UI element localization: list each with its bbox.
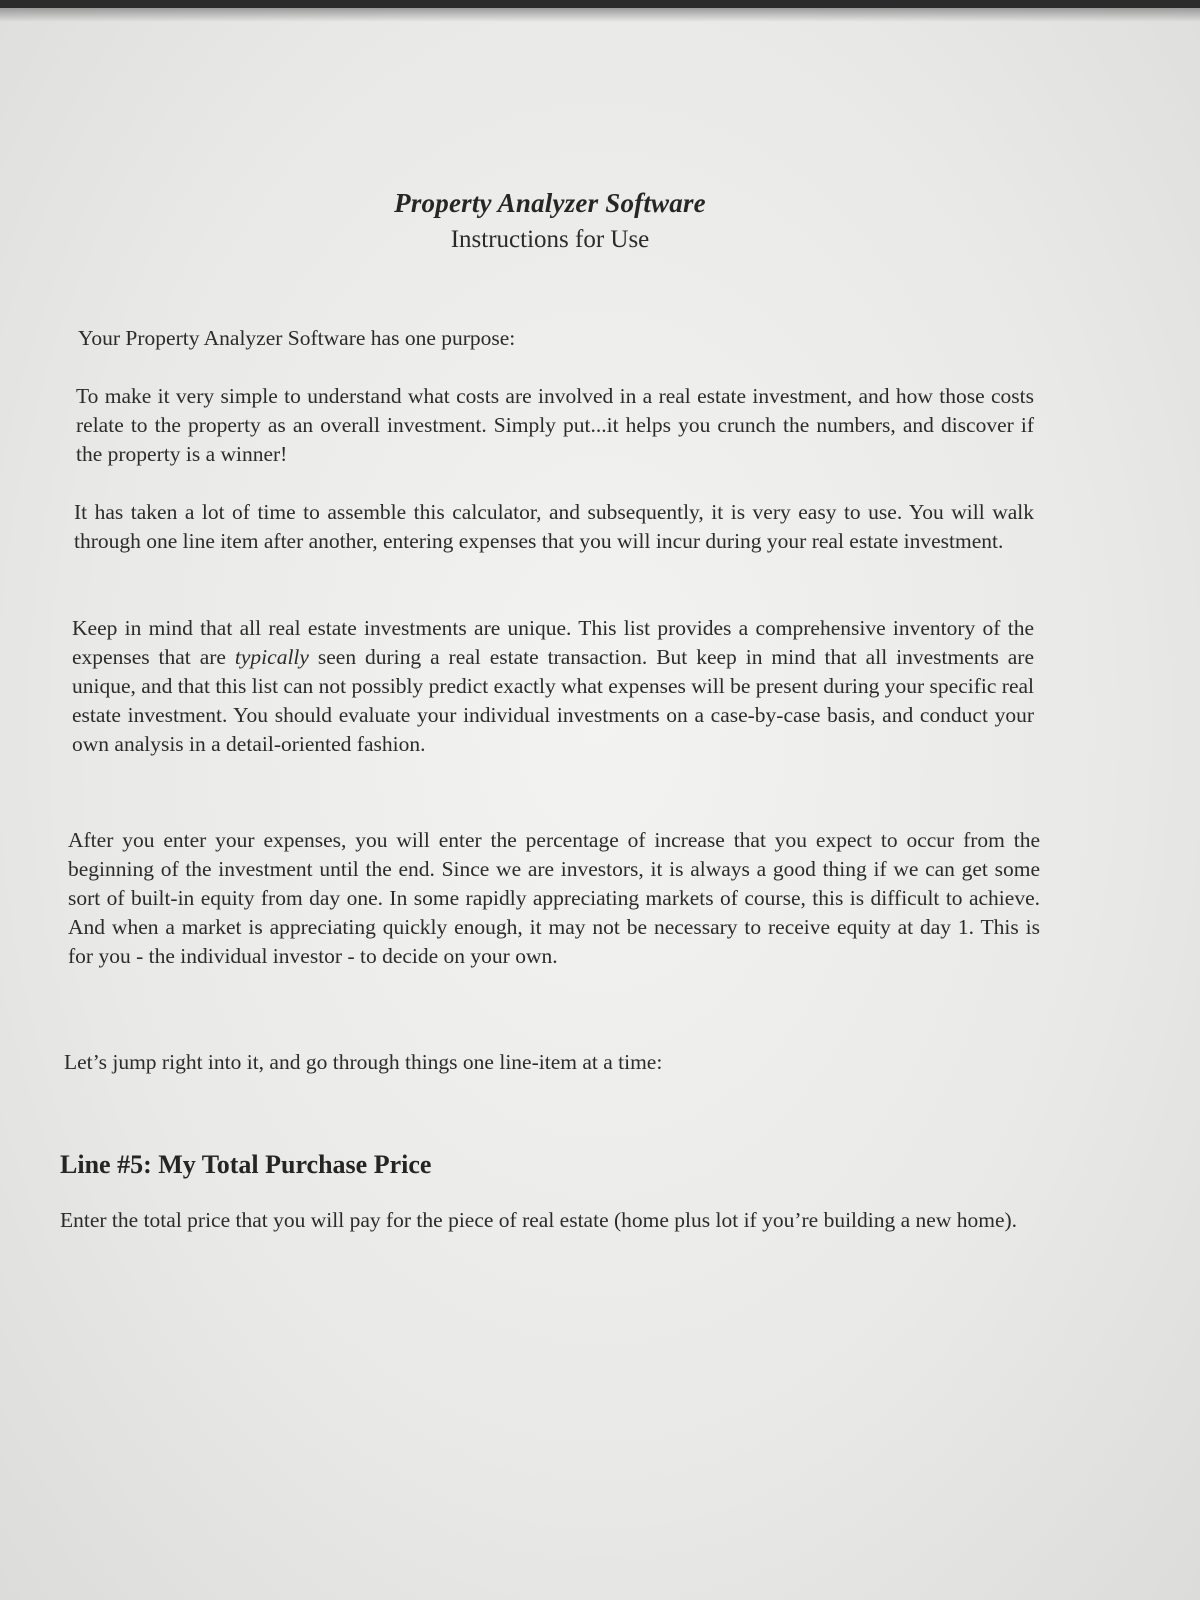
page-top-edge [0, 8, 1200, 22]
document-page [0, 8, 1200, 1600]
paragraph-appreciation: After you enter your expenses, you will enter the percentage of increase that you expect to occur from the beginning of the investment until the end. Since we are investors, it is always a good thing if we can get some sort of built-in equity from day one. In some rapidly appreciating markets of course, this is difficult to achieve. And when a market is appreciating quickly enough, it may not be necessary to receive equity at day 1. This is for you - the individual investor - to decide on your own. [68, 828, 1040, 968]
paragraph-purpose-intro: Your Property Analyzer Software has one purpose: [78, 326, 516, 350]
section-body: Enter the total price that you will pay for the piece of real estate (home plus lot if you’re building a new home). [60, 1208, 1018, 1232]
emphasis-typically: typically [234, 645, 309, 669]
document-subtitle: Instructions for Use [450, 226, 650, 253]
section-heading: Line #5: My Total Purchase Price [60, 1150, 432, 1179]
paragraph-calculator: It has taken a lot of time to assemble this calculator, and subsequently, it is very easy to use. You will walk through one line item after another, entering expenses that you will incur during your real estate investment. [74, 500, 1034, 553]
paragraph-purpose: To make it very simple to understand what costs are involved in a real estate investment, and how those costs relate to the property as an overall investment. Simply put...it helps you crunch the numbers, and discover if the property is a winner! [76, 384, 1034, 466]
paragraph-unique-investments: Keep in mind that all real estate investments are unique. This list provides a comprehensive inventory of the expenses that are typically seen during a real estate transaction. But keep in mind that all investments are unique, and that this list can not possibly predict exactly what expenses will be present during your specific real estate investment. You should evaluate your individual investments on a case-by-case basis, and conduct your own analysis in a detail-oriented fashion. [72, 616, 1034, 756]
paragraph-transition: Let’s jump right into it, and go through things one line-item at a time: [64, 1050, 663, 1074]
document-title: Property Analyzer Software [394, 188, 706, 218]
